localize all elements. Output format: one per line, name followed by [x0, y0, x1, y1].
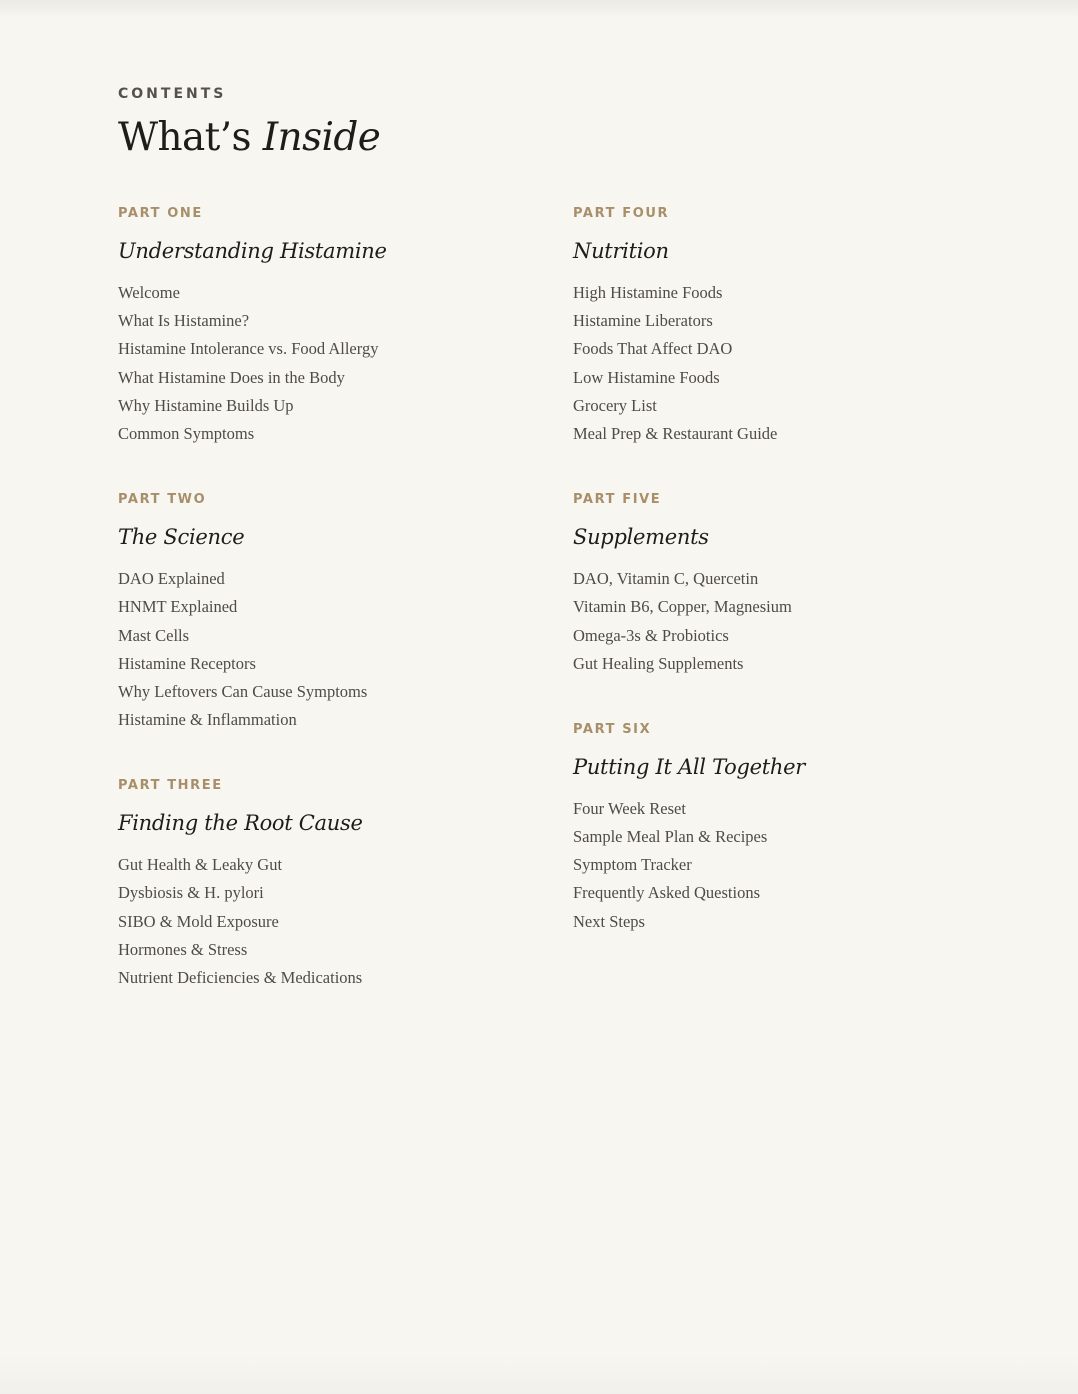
chapter-item[interactable]: Common Symptoms	[118, 423, 255, 443]
chapter-item[interactable]: Low Histamine Foods	[573, 367, 720, 387]
part-label: PART FOUR	[573, 206, 670, 221]
part-label: PART SIX	[573, 721, 652, 737]
part-title[interactable]: Nutrition	[573, 239, 669, 263]
part-three	[118, 778, 538, 992]
chapter-item[interactable]: Mast Cells	[118, 625, 190, 645]
chapter-list	[573, 795, 993, 936]
chapter-item[interactable]: Next Steps	[573, 911, 645, 931]
chapter-list	[573, 279, 993, 448]
part-title[interactable]: Understanding Histamine	[118, 239, 387, 263]
chapter-item[interactable]: Histamine Intolerance vs. Food Allergy	[118, 339, 379, 359]
chapter-item[interactable]: Gut Healing Supplements	[573, 653, 744, 673]
contents-eyebrow: CONTENTS	[118, 86, 227, 102]
chapter-item[interactable]: Nutrient Deficiencies & Medications	[118, 968, 363, 987]
part-label: PART ONE	[118, 206, 203, 221]
chapter-item[interactable]: Dysbiosis & H. pylori	[118, 883, 264, 903]
chapter-list	[118, 851, 538, 992]
part-one	[118, 206, 538, 448]
part-two	[118, 492, 538, 734]
chapter-list	[118, 279, 538, 448]
part-label: PART FIVE	[573, 492, 662, 508]
part-title[interactable]: The Science	[118, 525, 245, 550]
chapter-item[interactable]: Why Leftovers Can Cause Symptoms	[118, 681, 368, 701]
chapter-item[interactable]: Gut Health & Leaky Gut	[118, 855, 283, 875]
chapter-item[interactable]: Welcome	[118, 283, 180, 302]
part-five	[573, 492, 993, 678]
chapter-item[interactable]: Omega-3s & Probiotics	[573, 625, 729, 645]
contents-column-left	[118, 206, 538, 992]
chapter-item[interactable]: Foods That Affect DAO	[573, 339, 733, 359]
chapter-item[interactable]: Vitamin B6, Copper, Magnesium	[573, 597, 792, 617]
chapter-list	[573, 565, 993, 678]
chapter-item[interactable]: What Is Histamine?	[118, 311, 250, 331]
chapter-item[interactable]: Histamine Liberators	[573, 311, 713, 331]
chapter-item[interactable]: Symptom Tracker	[573, 855, 692, 875]
chapter-item[interactable]: SIBO & Mold Exposure	[118, 911, 279, 931]
chapter-item[interactable]: Histamine Receptors	[118, 653, 256, 673]
chapter-item[interactable]: Grocery List	[573, 395, 657, 415]
page-title	[118, 112, 380, 164]
chapter-item[interactable]: DAO Explained	[118, 569, 225, 589]
page-top-shadow	[0, 0, 1078, 18]
chapter-list	[118, 565, 538, 734]
contents-column-right	[573, 206, 993, 936]
part-label: PART TWO	[118, 492, 207, 508]
chapter-item[interactable]: HNMT Explained	[118, 597, 238, 617]
chapter-item[interactable]: Frequently Asked Questions	[573, 883, 760, 903]
chapter-item[interactable]: Histamine & Inflammation	[118, 710, 297, 730]
chapter-item[interactable]: Hormones & Stress	[118, 939, 248, 959]
part-six	[573, 722, 993, 936]
chapter-item[interactable]: DAO, Vitamin C, Quercetin	[573, 569, 759, 589]
part-title[interactable]: Supplements	[573, 525, 709, 550]
part-title[interactable]: Finding the Root Cause	[118, 811, 363, 836]
chapter-item[interactable]: Meal Prep & Restaurant Guide	[573, 423, 778, 443]
chapter-item[interactable]: Four Week Reset	[573, 798, 686, 818]
chapter-item[interactable]: Sample Meal Plan & Recipes	[573, 827, 768, 847]
chapter-item[interactable]: Why Histamine Builds Up	[118, 395, 294, 415]
part-title[interactable]: Putting It All Together	[573, 754, 805, 779]
title-main: What’s	[118, 115, 263, 160]
chapter-item[interactable]: High Histamine Foods	[573, 283, 723, 302]
title-emphasis: Inside	[262, 115, 381, 160]
part-four	[573, 206, 993, 448]
page-bottom-shadow	[0, 1354, 1078, 1394]
chapter-item[interactable]: What Histamine Does in the Body	[118, 367, 345, 387]
part-label: PART THREE	[118, 778, 223, 794]
